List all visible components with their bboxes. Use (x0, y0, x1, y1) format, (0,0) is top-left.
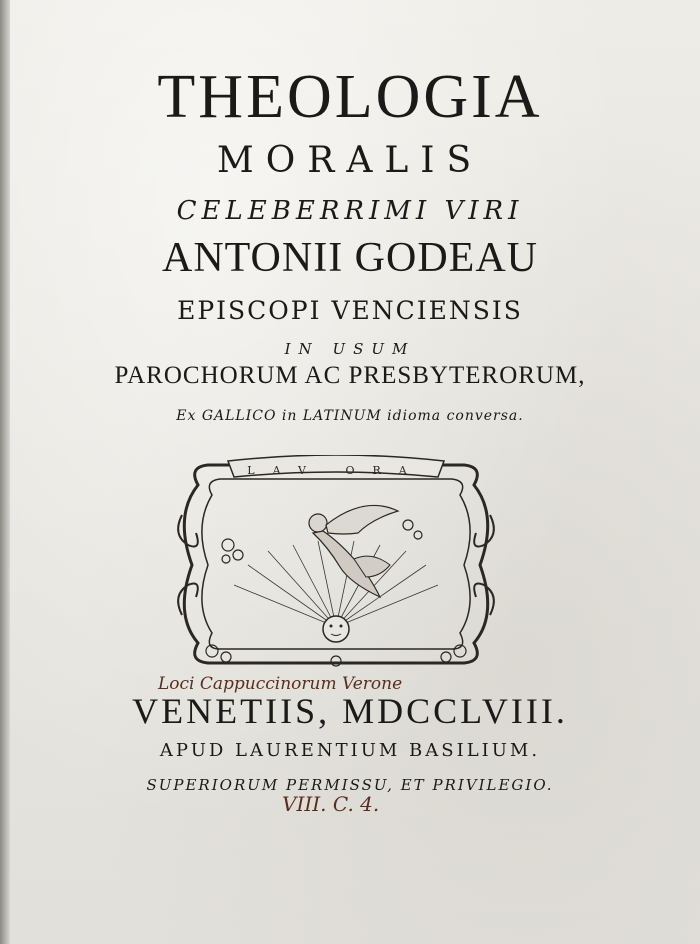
shelfmark-inscription: VIII. C. 4. (282, 792, 380, 816)
subtitle: MORALIS (216, 140, 484, 181)
printers-device-icon (168, 455, 504, 673)
vignette-banner-text: LAV ORA (247, 464, 425, 477)
audience: PAROCHORUM AC PRESBYTERORUM, (114, 362, 586, 389)
author-intro: CELEBERRIMI VIRI (176, 196, 524, 226)
purpose-intro: IN USUM (284, 340, 416, 358)
author-name: ANTONII GODEAU (161, 235, 538, 281)
main-title: THEOLOGIA (157, 63, 543, 131)
imprint-printer: APUD LAURENTIUM BASILIUM. (159, 740, 541, 761)
imprint-privilege: SUPERIORUM PERMISSU, ET PRIVILEGIO. (146, 776, 554, 794)
translation-note: Ex GALLICO in LATINUM idioma conversa. (176, 408, 524, 424)
author-title: EPISCOPI VENCIENSIS (177, 296, 523, 325)
imprint-place-date: VENETIIS, MDCCLVIII. (132, 691, 568, 731)
provenance-inscription: Loci Cappuccinorum Verone (158, 674, 403, 694)
